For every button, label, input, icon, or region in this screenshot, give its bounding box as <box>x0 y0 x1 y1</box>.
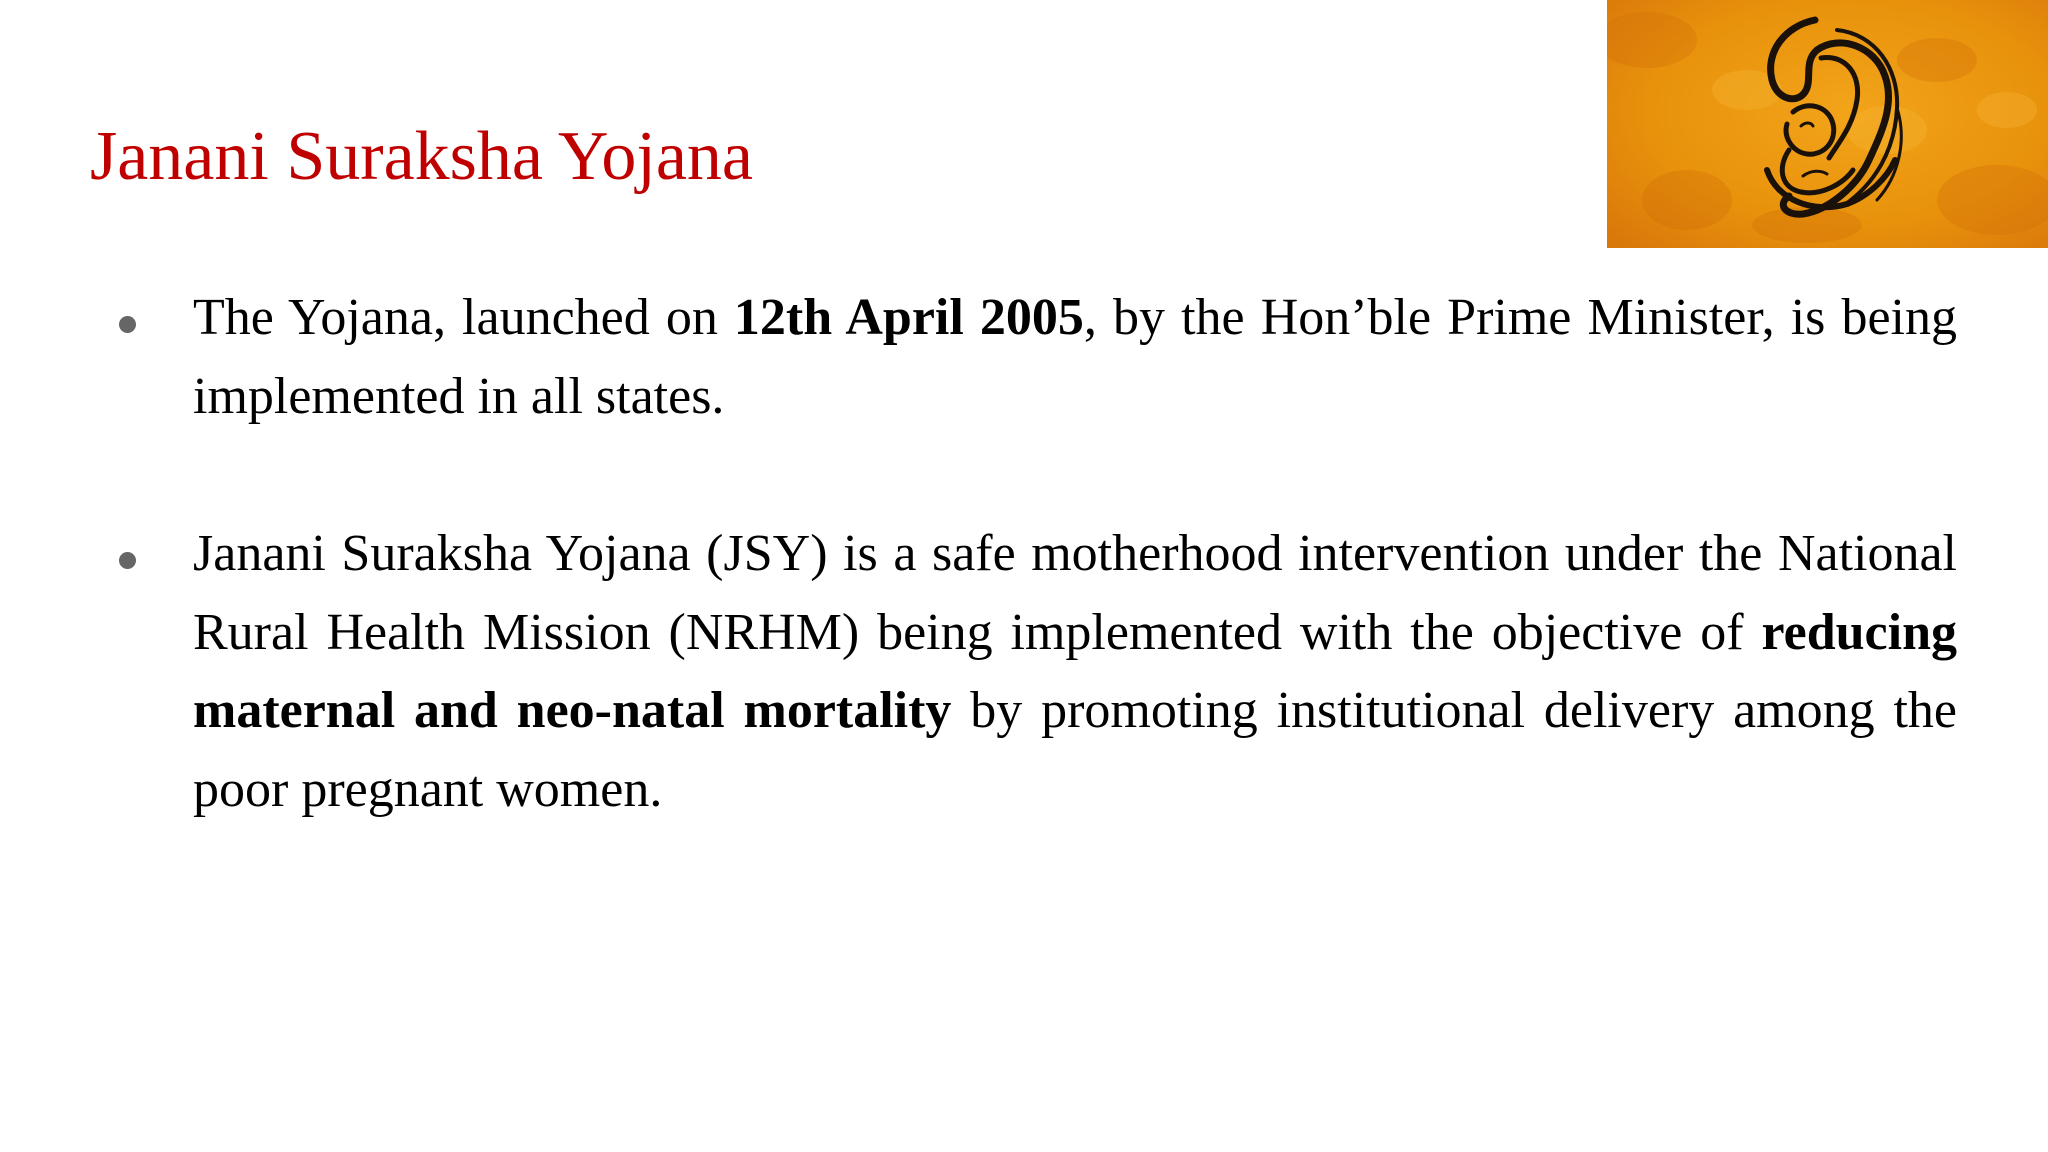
bullet-list <box>193 279 1957 829</box>
bullet-text-part: The Yojana, launched on <box>193 289 734 346</box>
mother-and-child-illustration-icon <box>1607 0 2048 248</box>
bullet-text-part: , by the Hon’ble Prime Minister, is being implemented in all states. <box>193 289 1957 425</box>
bullet-text-part: Janani Suraksha Yojana (JSY) is a safe motherhood intervention under the National Rural Health Mission (NRHM) being implemented with the objective of <box>193 525 1957 661</box>
bullet-text-bold: reducing maternal and neo-natal mortality <box>193 603 1957 739</box>
bullet-text-part: by promoting institutional delivery among the poor pregnant women. <box>193 682 1957 818</box>
bullet-item <box>193 279 1957 436</box>
bullet-icon <box>119 552 136 569</box>
slide-title: Janani Suraksha Yojana <box>90 118 753 195</box>
bullet-item <box>193 515 1957 829</box>
bullet-icon <box>119 316 136 333</box>
bullet-text-bold: 12th April 2005 <box>733 289 1084 346</box>
